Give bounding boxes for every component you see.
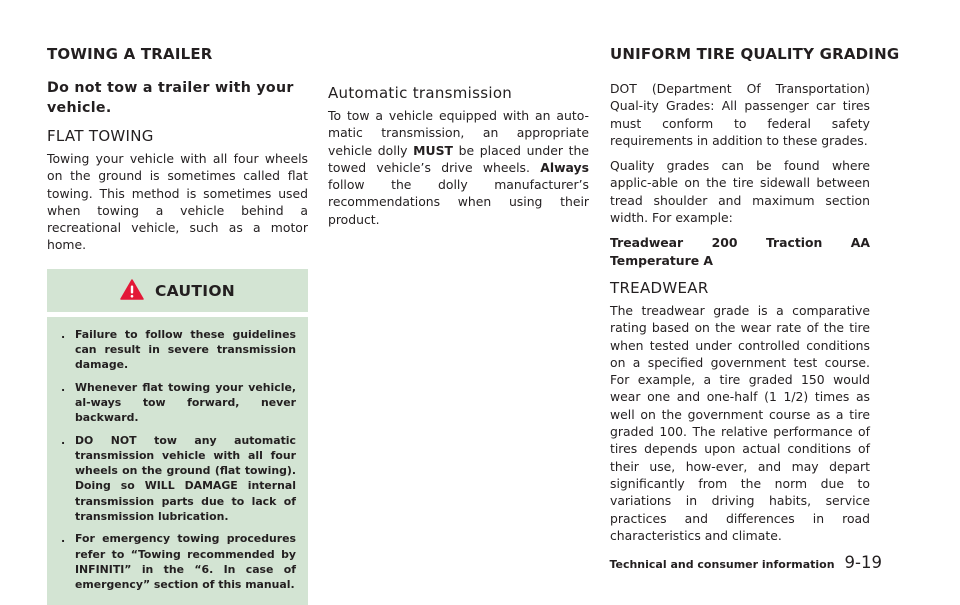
caution-box	[47, 269, 308, 605]
caution-divider	[47, 312, 308, 317]
caution-item: . Failure to follow these guidelines can result in severe transmission damage.	[61, 327, 296, 372]
automatic-transmission-heading: Automatic transmission	[328, 84, 513, 102]
caution-item: . For emergency towing procedures refer to “Towing recommended by INFINITI” in the “6. In case of emergency” section of this manual.	[61, 532, 296, 592]
right-column	[610, 80, 870, 544]
caution-item: . DO NOT tow any automatic transmission vehicle with all four wheels on the ground (flat towing). Doing so WILL DAMAGE internal transmission parts due to lack of transmission lubrication.	[61, 433, 296, 524]
quality-grades-text: Quality grades can be found where applic-able on the tire sidewall between tread shoulder and maximum section width. For example:	[610, 158, 870, 226]
left-column	[47, 78, 308, 605]
warning-icon	[120, 279, 144, 300]
flat-towing-heading: FLAT TOWING	[47, 127, 154, 145]
caution-list	[47, 327, 308, 593]
automatic-transmission-text: To tow a vehicle equipped with an auto-matic transmission, an appropriate vehicle dolly MUST be placed under the towed vehicle’s drive wheels. Always follow the dolly manufacturer’s recommendations when using their product.	[328, 108, 589, 227]
page-footer	[609, 553, 882, 572]
treadwear-text: The treadwear grade is a comparative rating based on the wear rate of the tire when tested under controlled conditions on a specified government test course. For example, a tire graded 150 would wear one and one-half (1 1/2) times as well on the government course as a tire graded 100. The relative performance of tires depends upon actual conditions of their use, how-ever, and may depart significantly from the norm due to variations in driving habits, service practices and differences in road characteristics and climate.	[610, 302, 870, 543]
caution-title: CAUTION	[155, 281, 236, 300]
trailer-warning: Do not tow a trailer with your vehicle.	[47, 80, 294, 116]
middle-column	[328, 84, 589, 228]
dot-intro-text: DOT (Department Of Transportation) Qual-ity Grades: All passenger car tires must conform to federal safety requirements in addition to these grades.	[610, 81, 870, 148]
caution-item: . Whenever flat towing your vehicle, al-ways tow forward, never backward.	[61, 380, 296, 425]
grade-example: Treadwear 200 Traction AA Temperature A	[610, 235, 870, 268]
footer-section-label: Technical and consumer information	[609, 558, 835, 571]
right-section-header: UNIFORM TIRE QUALITY GRADING	[610, 45, 900, 63]
flat-towing-text: Towing your vehicle with all four wheels on the ground is sometimes called flat towing. This method is sometimes used when towing a vehicle behind a recreational vehicle, such as a motor home.	[47, 151, 308, 253]
left-section-header: TOWING A TRAILER	[47, 45, 213, 63]
page-number: 9-19	[844, 553, 882, 572]
treadwear-heading: TREADWEAR	[610, 278, 709, 297]
caution-header	[47, 269, 308, 312]
